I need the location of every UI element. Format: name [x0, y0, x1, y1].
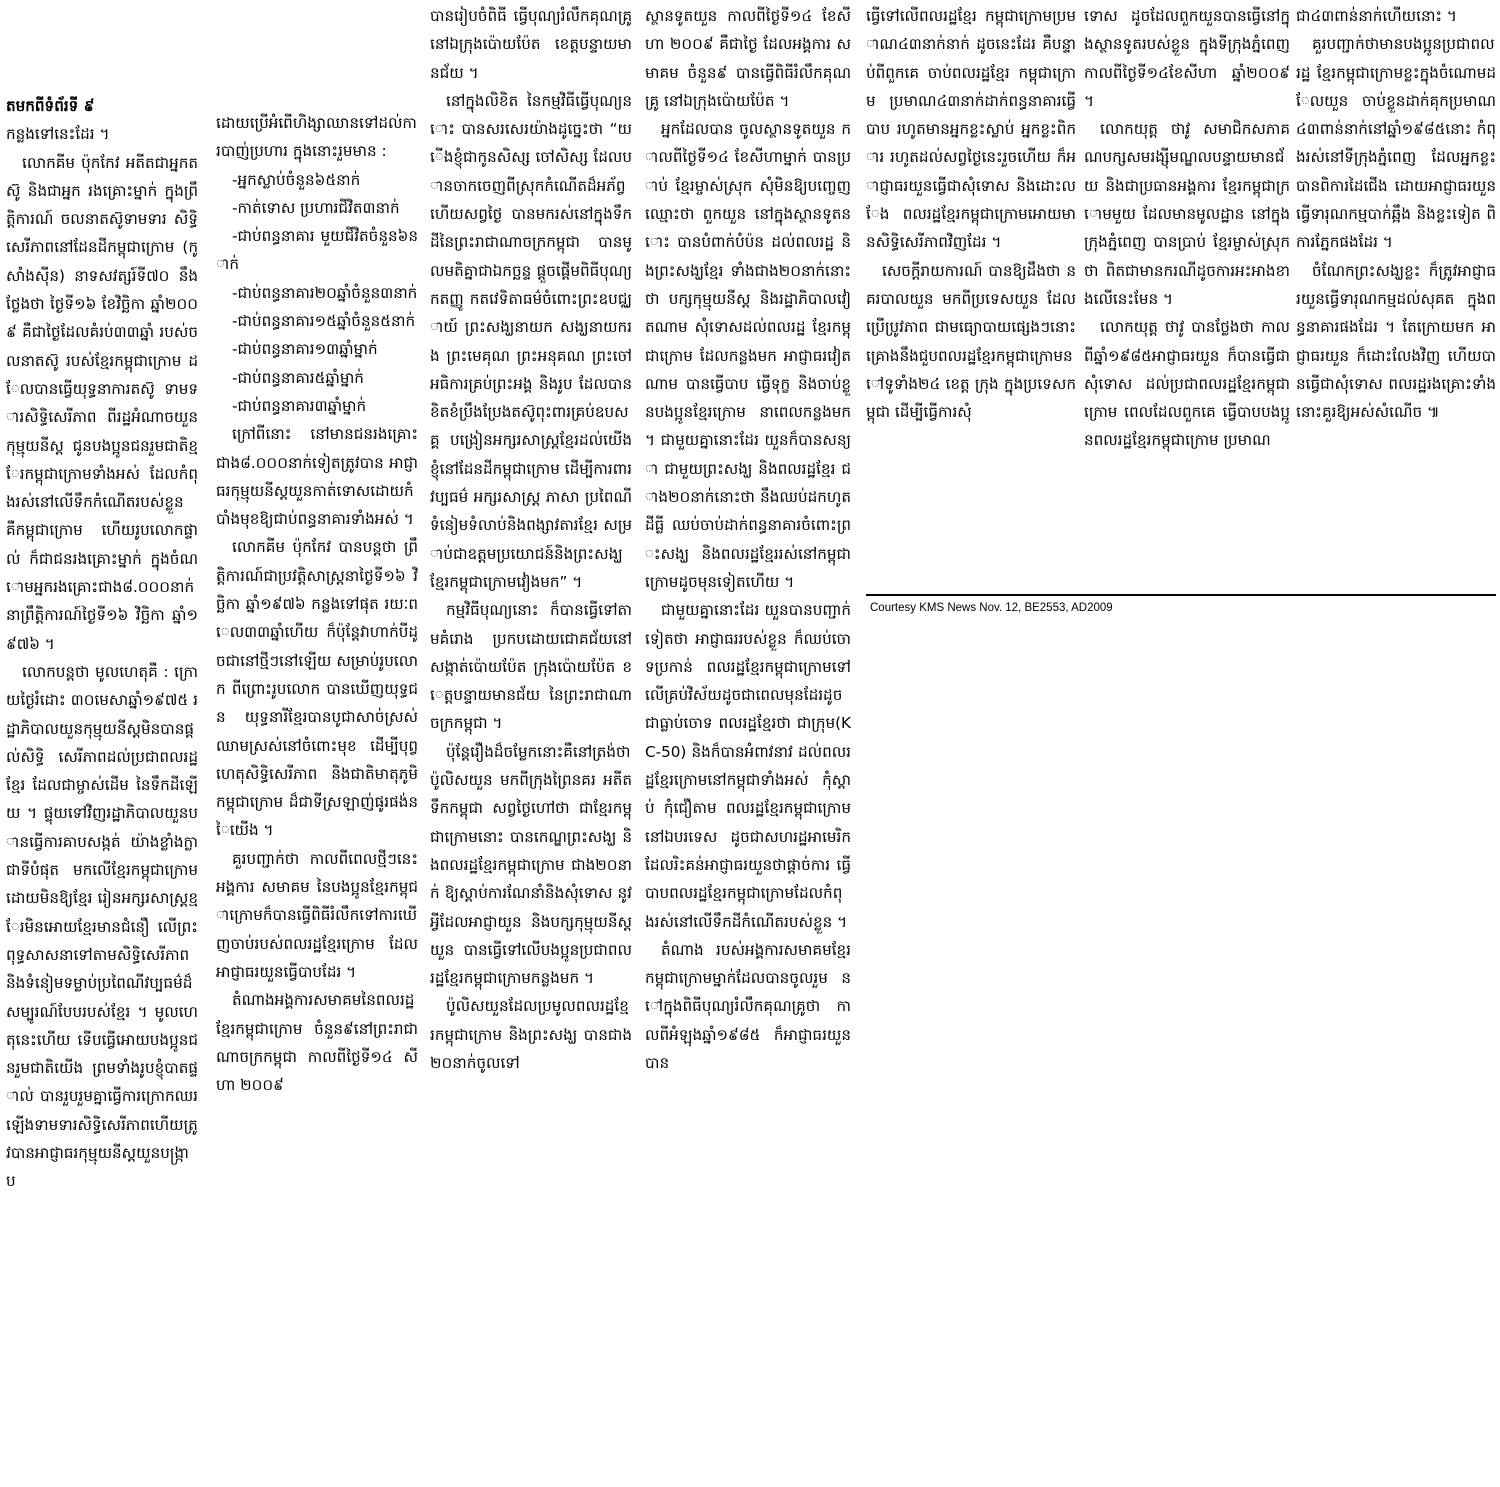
paragraph: នៅក្នុងលិខិត នៃកម្មវិធីធ្វើបុណ្យនោះ បានសរសេរយ៉ាងដូច្នេះថា “យើងខ្ញុំជាកូនសិស្ស ចៅសិស្ស ដែលបានចាកចេញពីស្រុកកំណើតដ៏អភ័ព្វហើយសព្វថ្ងៃ បានមករស់នៅក្នុងទឹកដីនៃព្រះរាជាណាចក្រកម្ពុជា បានមូលមតិគ្នាជាឯកច្ឆន្ទ ផ្តួចផ្តើមពិធីបុណ្យកតញ្ញូ កតវេទិតាធម៌ចំពោះព្រះឧបជ្ឈាយ៍ ព្រះសង្ឃនាយក សង្ឃនាយករង ព្រះមេគុណ ព្រះអនុគណ ព្រះចៅអធិការគ្រប់ព្រះអង្គ និងរូប ដែលបានខិតខំប្រឹងប្រែងតស៊ូពុះពារគ្រប់ឧបសគ្គ បង្រៀនអក្សរសាស្ត្រខ្មែរដល់យើងខ្ញុំនៅដែនដីកម្ពុជាក្រោម ដើម្បីការពារ វប្បធម៌ អក្សរសាស្ត្រ ភាសា ប្រពៃណី ទំនៀមទំលាប់និងពង្សាវតារខ្មែរ សម្រាប់ជាឧត្តមប្រយោជន៍និងព្រះសង្ឃខ្មែរកម្ពុជាក្រោមវៀងមក” ។: [430, 91, 632, 591]
paragraph: កម្មវិធីបុណ្យនោះ ក៏បានធ្វើទៅតាមគំរោង ប្រកបដោយជោគជ័យនៅសង្កាត់ប៉ោយប៉ែត ក្រុងប៉ោយប៉ែត ខេត្តបន្ទាយមានជ័យ នៃព្រះរាជាណាចក្រកម្ពុជា ។: [430, 601, 632, 733]
article-column-1: [6, 0, 198, 1487]
paragraph: កន្លងទៅនេះដែរ ។: [6, 125, 110, 144]
list-item: -ជាប់ពន្ធនាគារ៣ឆ្នាំម្នាក់: [232, 396, 367, 415]
list-item: -ជាប់ពន្ធនាគារ១៥ឆ្នាំចំនួន៥នាក់: [232, 312, 416, 331]
paragraph: ជា៤៣ពាន់នាក់ហើយនោះ ។: [1296, 7, 1457, 25]
paragraph: តំណាង របស់អង្គការសមាគមខ្មែរកម្ពុជាក្រោមម្នាក់ដែលបានចូលរួម នៅក្នុងពិធីបុណ្យរំលឹកគុណគ្រូថា កាលពីអំឡុងឆ្នាំ១៩៨៥ ក៏អាជ្ញាធរយួន បាន: [645, 940, 851, 1072]
paragraph: លោកបន្តថា មូលហេតុគឺ : ក្រោយថ្ងៃរំដោះ ៣០មេសាឆ្នាំ១៩៧៥ រដ្ឋាភិបាលយួនកុម្មុយនីស្តមិនបានផ្តល់សិទ្ធិ សេរីភាពដល់ប្រជាពលរដ្ឋខ្មែរ ដែលជាម្ចាស់ដើម នៃទឹកដីឡើយ ។ ផ្ទុយទៅវិញរដ្ឋាភិបាលយួនបានធ្វើការគាបសង្កត់ យ៉ាងខ្លាំងក្លាជាទីបំផុត មកលើខ្មែរកម្ពុជាក្រោម ដោយមិនឱ្យខ្មែរ រៀនអក្សរសាស្ត្រខ្មែរមិនអោយខ្មែរមានជំនឿ លើព្រះពុទ្ធសាសនាទៅតាមសិទ្ធិសេរីភាព និងទំនៀមទម្លាប់ប្រពៃណីវប្បធម៌ដ៏សម្បូរណ៍បែបរបស់ខ្មែរ ។ មូលហេតុនេះហើយ ទើបធ្វើអោយបងប្អូនជនរួមជាតិយើង ព្រមទាំងរូបខ្ញុំបាតផ្ទាល់ បានរួបរួមគ្នាធ្វើការក្រោកឈរឡើងទាមទារសិទ្ធិសេរីភាពហើយត្រូវបានអាជ្ញាធរកុម្មុយនីស្តយួនបង្រ្កាប: [6, 662, 198, 1191]
paragraph: ជាមួយគ្នានោះដែរ យួនបានបញ្ជាក់ទៀតថា អាជ្ញាធររបស់ខ្លួន ក៏ឈប់ចោទប្រកាន់ ពលរដ្ឋខ្មែរកម្ពុជាក្រោមទៅលើគ្រប់វិស័យដូចជាពេលមុនដែរដូចជាធ្លាប់ចោទ ពលរដ្ឋខ្មែរថា ជាក្រុម(KC-50) និងក៏បានអំពាវនាវ ដល់ពលរដ្ឋខ្មែរក្រោមនៅកម្ពុជាទាំងអស់ កុំស្តាប់ កុំជឿតាម ពលរដ្ឋខ្មែរកម្ពុជាក្រោមនៅឯបរទេស ដូចជាសហរដ្ឋអាមេរិក ដែលរិះគន់អាជ្ញាធរយួនថាផ្តាច់ការ ធ្វើបាបពលរដ្ឋខ្មែរកម្ពុជាក្រោមដែលកំពុងរស់នៅលើទឹកដីកំណើតរបស់ខ្លួន ។: [645, 601, 851, 931]
paragraph: ប៉ូលិសយួនដែលប្រមូលពលរដ្ឋខ្មែរកម្ពុជាក្រោម និងព្រះសង្ឃ បានជាង២០នាក់ចូលទៅ: [430, 997, 632, 1072]
list-item: -ជាប់ពន្ធនាគារ១៣ឆ្នាំម្នាក់: [232, 340, 378, 359]
article-column-6: [1084, 0, 1290, 590]
list-item: -ជាប់ពន្ធនាគារ មួយជីវិតចំនួន៦នាក់: [216, 227, 418, 274]
end-of-article-rule: [866, 594, 1496, 596]
paragraph: បានរៀបចំពិធី ធ្វើបុណ្យរំលឹកគុណគ្រូ នៅឯក្រុងប៉ោយប៉ែត ខេត្តបន្ទាយមានជ័យ ។: [430, 7, 632, 82]
article-column-7: [1296, 0, 1496, 590]
paragraph: គួរបញ្ជាក់ថាមានបងប្អូនប្រជាពលរដ្ឋ ខ្មែរកម្ពុជាក្រោមខ្លះក្នុងចំណោមដែលយួន ចាប់ខ្លួនដាក់គុកប្រមាណ៤៣ពាន់នាក់នៅឆ្នាំ១៩៨៥នោះ កំពុងរស់នៅទីក្រុងភ្នំពេញ ដែលអ្នកខ្លះ បានពិការដៃជើង ដោយអាជ្ញាធរយួនធ្វើទារុណកម្មបាក់ឆ្អឹង និងខ្លះទៀត ពិការភ្នែកផងដែរ ។: [1296, 35, 1496, 252]
list-item: -ជាប់ពន្ធនាគារ២០ឆ្នាំចំនួន៣នាក់: [232, 283, 418, 302]
list-item: -ជាប់ពន្ធនាគារ៥ឆ្នាំម្នាក់: [232, 368, 364, 387]
paragraph: ទោស ដូចដែលពួកយួនបានធ្វើនៅក្នុងស្ថានទូតរបស់ខ្លួន ក្នុងទីក្រុងភ្នំពេញ កាលពីថ្ងៃទី១៤ខែសីហា ឆ្នាំ២០០៩ ។: [1084, 7, 1290, 110]
paragraph: ប៉ុន្តែរឿងដ៏ចម្លែកនោះគឺនៅត្រង់ថា ប៉ូលិសយួន មកពីក្រុងព្រៃនគរ អតីតទឹកកម្ពុជា សព្វថ្ងៃហៅថា ជាខ្មែរកម្ពុជាក្រោមនោះ បានកេណ្ឌព្រះសង្ឃ និងពលរដ្ឋខ្មែរកម្ពុជាក្រោម ជាង២០នាក់ ឱ្យស្តាប់ការណែនាំនិងសុំទោស នូវអ្វីដែលអាជ្ញាយួន និងបក្សកុម្មុយនីស្តយួន បានធ្វើទៅលើបងប្អូនប្រជាពលរដ្ឋខ្មែរកម្ពុជាក្រោមកន្លងមក ។: [430, 742, 632, 988]
paragraph: លោកយុត្ត ថាវូ សមាជិកសភាគណបក្សសមរង្ស៊ីមណ្ឌលបន្ទាយមានជ័យ និងជាប្រធានអង្គការ ខ្មែរកម្ពុជាក្រោមមួយ ដែលមានមូលដ្ឋាន នៅក្នុងក្រុងភ្នំពេញ បានប្រាប់ ខ្មែរម្ចាស់ស្រុក ថា ពិតជាមានករណីដូចការអះអាងខាងលើនេះមែន ។: [1084, 120, 1290, 308]
list-item: -អ្នកស្លាប់ចំនួន៦៥នាក់: [232, 170, 361, 189]
list-item: -កាត់ទោស ប្រហារជីវិត៣នាក់: [232, 198, 400, 217]
paragraph: លោកយុត្ត ថាវូ បានថ្លែងថា កាលពីឆ្នាំ១៩៨៥អាជ្ញាធរយួន ក៏បានធ្វើជាសុំទោស ដល់ប្រជាពលរដ្ឋខ្មែរកម្ពុជាក្រោម ពេលដែលពួកគេ ធ្វើបាបបងប្អូនពលរដ្ឋខ្មែរកម្ពុជាក្រោម ប្រមាណ: [1084, 318, 1290, 450]
continued-from-heading: តមកពីទំព័រទី ៩: [6, 97, 95, 115]
article-column-3: [430, 0, 632, 1487]
article-column-2: [216, 0, 418, 1487]
paragraph: សេចក្តីរាយការណ៍ បានឱ្យដឹងថា នគរបាលយួន មកពីប្រទេសយួន ដែលប្រើប្រូវភាព ជាមធ្យោបាយផ្សេងៗនោះគ្រោងនឹងជួបពលរដ្ឋខ្មែរកម្ពុជាក្រោមនៅទូទាំង២៤ ខេត្ត ក្រុង ក្នុងប្រទេសកម្ពុជា ដើម្បីធ្វើការសុំ: [866, 261, 1076, 422]
paragraph: ដោយប្រើអំពើហិង្សាឈានទៅដល់ការបាញ់ប្រហារ ក្នុងនោះរួមមាន :: [216, 114, 417, 161]
paragraph: ចំណែកព្រះសង្ឃខ្លះ ក៏ត្រូវអាជ្ញាធរយួនធ្វើទារុណកម្មដល់សុគត ក្នុងពន្ធនាគារផងដែរ ។ តែក្រោយមក អាជ្ញាធរយួន ក៏ដោះលែងវិញ ហើយបានធ្វើជាសុំទោស ពលរដ្ឋរងគ្រោះទាំងនោះគួរឱ្យអស់សំណើច ៕: [1296, 261, 1496, 422]
paragraph: គួរបញ្ជាក់ថា កាលពីពេលថ្មីៗនេះ អង្គការ សមាគម នៃបងប្អូនខ្មែរកម្ពុជាក្រោមក៏បានធ្វើពិធីរំលឹកទៅការឃើញចាប់របស់ពលរដ្ឋខ្មែរក្រោម ដែលអាជ្ញាធរយួនធ្វើបាបដែរ ។: [216, 849, 418, 981]
paragraph: ស្ថានទូតយួន កាលពីថ្ងៃទី១៤ ខែសីហា ២០០៩ គឺជាថ្ងៃ ដែលអង្គការ សមាគម ចំនួន៩ បានធ្វើពិធីរំលឹកគុណគ្រូ នៅឯក្រុងប៉ោយប៉ែត ។: [645, 7, 851, 110]
paragraph: អ្នកដែលបាន ចូលស្ថានទូតយួន កាលពីថ្ងៃទី១៤ ខែសីហាម្នាក់ បានប្រាប់ ខ្មែរម្ចាស់ស្រុក សុំមិនឱ្យបញ្ចេញឈ្មោះថា ពួកយួន នៅក្នុងស្ថានទូតនោះ បានបំពាក់បំប៉ន ដល់ពលរដ្ឋ និងព្រះសង្ឃខ្មែរ ទាំងជាង២០នាក់នោះថា បក្សកុម្មុយនីស្ត និងរដ្ឋាភិបាលវៀតណាម សុំទោសដល់ពលរដ្ឋ ខ្មែរកម្ពុជាក្រោម ដែលកន្លងមក អាជ្ញាធរវៀតណាម បានធ្វើបាប ធ្វើទុក្ខ និងចាប់ខ្លួនបងប្អូនខ្មែរក្រោម នាពេលកន្លងមក ។ ជាមួយគ្នានោះដែរ យួនក៏បានសន្យា ជាមួយព្រះសង្ឃ និងពលរដ្ឋខ្មែរ ជាង២០នាក់នោះថា នឹងឈប់ដកហូតដីធ្លី ឈប់ចាប់ដាក់ពន្ធនាគារចំពោះព្រះសង្ឃ និងពលរដ្ឋខ្មែររស់នៅកម្ពុជាក្រោមដូចមុនទៀតហើយ ។: [645, 120, 851, 591]
article-column-4: [645, 0, 851, 1487]
paragraph: ធ្វើទៅលើពលរដ្ឋខ្មែរ កម្ពុជាក្រោមប្រមាណ៤៣នាក់នាក់ ដូចនេះដែរ គឺបន្ទាប់ពីពួកគេ ចាប់ពលរដ្ឋខ្មែរ កម្ពុជាក្រោម ប្រមាណ៤៣នាក់ដាក់ពន្ធនាគារធ្វើបាប រហូតមានអ្នកខ្លះស្លាប់ អ្នកខ្លះពិការ រហូតដល់សព្វថ្ងៃនេះរួចហើយ ក៏អាជ្ញាធរយួនធ្វើជាសុំទោស និងដោះលែង ពលរដ្ឋខ្មែរកម្ពុជាក្រោមអោយមានសិទ្ធិសេរីភាពវិញដែរ ។: [866, 7, 1076, 252]
paragraph: លោកគីម ប៉ុកកែវ អតីតជាអ្នកតស៊ូ និងជាអ្នក រងគ្រោះម្នាក់ ក្នុងព្រឹត្តិការណ៍ ចលនាតស៊ូទាមទារ សិទ្ធិសេរីភាពនៅដែនដីកម្ពុជាក្រោម (កូសាំងស៊ីន) នាទសវត្សរ៍ទី៧០ នឹងថ្លែងថា ថ្ងៃទី១៦ ខែវិច្ឆិកា ឆ្នាំ២០០៩ គឺជាថ្ងៃដែលគំរប់៣៣ឆ្នាំ របស់ចលនាតស៊ូ របស់ខ្មែរកម្ពុជាក្រោម ដែលបានធ្វើយុទ្ធនាការតស៊ូ ទាមទារសិទ្ធិសេរីភាព ពីរដ្ឋអំណាចយួនកុម្មុយនីស្ត ជូនបងប្អូនជនរួមជាតិខ្មែរកម្ពុជាក្រោមទាំងអស់ ដែលកំពុងរស់នៅលើទឹកកំណើតរបស់ខ្លួន គឺកម្ពុជាក្រោម ហើយរូបលោកផ្ទាល់ ក៏ជាជនរងគ្រោះម្នាក់ ក្នុងចំណោមអ្នករងគ្រោះជាង៨.០០០នាក់នាព្រឹត្តិការណ៍ថ្ងៃទី១៦ វិច្ឆិកា ឆ្នាំ១៩៧៦ ។: [6, 153, 198, 653]
article-column-5: [866, 0, 1076, 590]
source-credit: Courtesy KMS News Nov. 12, BE2553, AD2009: [870, 602, 1113, 614]
paragraph: លោកគីម ប៉ុកកែវ បានបន្តថា ព្រឹត្តិការណ៍ជាប្រវត្តិសាស្ត្រនាថ្ងៃទី១៦ វិច្ឆិកា ឆ្នាំ១៩៧៦ កន្លងទៅផុត រយៈពេល៣៣ឆ្នាំហើយ ក៏ប៉ុន្តែវាហាក់បីដូចជានៅថ្មីៗនៅឡើយ សម្រាប់រូបលោក ពីព្រោះរូបលោក បានឃើញយុទ្ធជន យុទ្ធនារីខ្មែរបានបូជាសាច់ស្រស់ ឈាមស្រស់នៅចំពោះមុខ ដើម្បីបុព្វហេតុសិទ្ធិសេរីភាព និងជាតិមាតុភូមិកម្ពុជាក្រោម ដ៏ជាទីស្រឡាញ់ផូរផង់នៃយើង ។: [216, 538, 418, 840]
paragraph: ក្រៅពីនោះ នៅមានជនរងគ្រោះ ជាង៨.០០០នាក់ទៀតត្រូវបាន អាជ្ញាធរកុម្មុយនីស្តយួនកាត់ទោសដោយកំបាំងមុខឱ្យជាប់ពន្ធនាគារទាំងអស់ ។: [216, 425, 418, 529]
paragraph: តំណាងអង្គការសមាគមនៃពលរដ្ឋខ្មែរកម្ពុជាក្រោម ចំនួន៩នៅព្រះរាជាណាចក្រកម្ពុជា កាលពីថ្ងៃទី១៤ សីហា ២០០៩: [216, 991, 418, 1095]
